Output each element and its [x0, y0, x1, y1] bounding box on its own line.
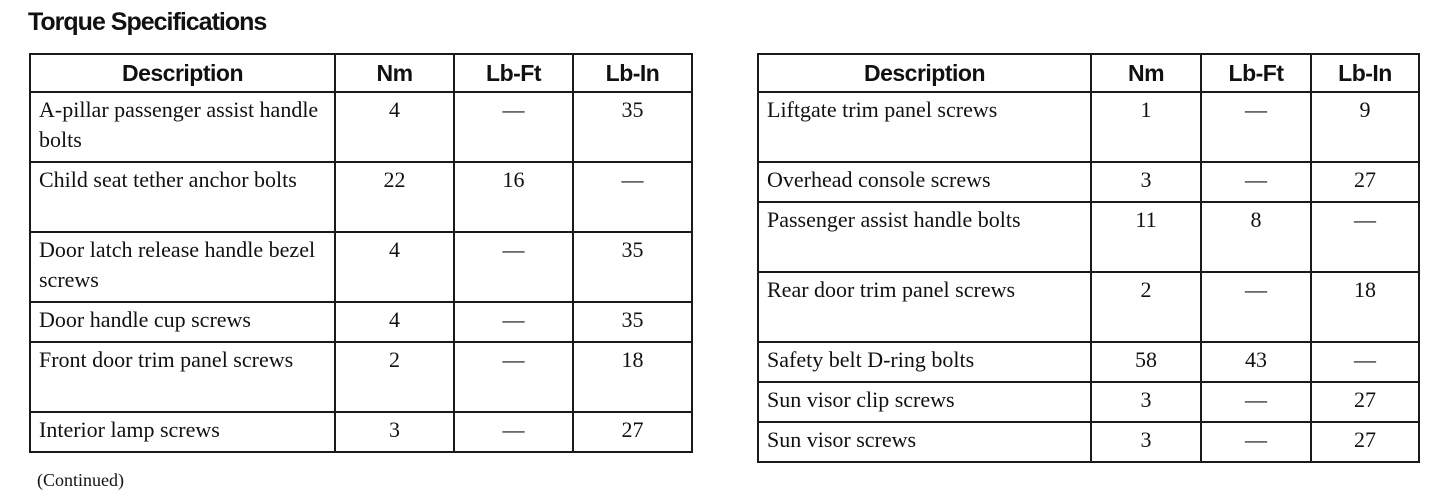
torque-table-left: [29, 53, 693, 453]
lb-in-cell: 18: [1311, 272, 1419, 342]
column-header-lb-ft: Lb-Ft: [454, 54, 573, 92]
nm-cell: 3: [1091, 162, 1201, 202]
lb-in-cell: 35: [573, 302, 692, 342]
lb-in-cell: 27: [1311, 382, 1419, 422]
description-cell: Sun visor clip screws: [758, 382, 1091, 422]
lb-ft-cell: —: [1201, 92, 1311, 162]
lb-ft-cell: —: [454, 342, 573, 412]
lb-in-cell: 35: [573, 92, 692, 162]
description-cell: Door latch release handle bezel screws: [30, 232, 335, 302]
table-row: [30, 162, 692, 232]
nm-cell: 3: [1091, 382, 1201, 422]
nm-cell: 2: [335, 342, 454, 412]
table-row: [30, 232, 692, 302]
lb-ft-cell: —: [1201, 422, 1311, 462]
lb-in-cell: 9: [1311, 92, 1419, 162]
lb-ft-cell: —: [454, 302, 573, 342]
description-cell: Sun visor screws: [758, 422, 1091, 462]
lb-in-cell: 27: [573, 412, 692, 452]
description-cell: Passenger assist handle bolts: [758, 202, 1091, 272]
table-row: [758, 162, 1419, 202]
description-cell: Interior lamp screws: [30, 412, 335, 452]
nm-cell: 1: [1091, 92, 1201, 162]
lb-ft-cell: —: [454, 412, 573, 452]
table-row: [30, 92, 692, 162]
lb-ft-cell: —: [454, 232, 573, 302]
lb-in-cell: —: [1311, 342, 1419, 382]
description-cell: A-pillar passenger assist handle bolts: [30, 92, 335, 162]
table-row: [758, 422, 1419, 462]
nm-cell: 4: [335, 302, 454, 342]
table-row: [30, 412, 692, 452]
lb-in-cell: 27: [1311, 162, 1419, 202]
nm-cell: 4: [335, 92, 454, 162]
description-cell: Rear door trim panel screws: [758, 272, 1091, 342]
description-cell: Door handle cup screws: [30, 302, 335, 342]
column-header-nm: Nm: [1091, 54, 1201, 92]
description-cell: Overhead console screws: [758, 162, 1091, 202]
table-row: [758, 382, 1419, 422]
page-title: Torque Specifications: [28, 8, 267, 36]
lb-ft-cell: 43: [1201, 342, 1311, 382]
lb-ft-cell: —: [1201, 162, 1311, 202]
nm-cell: 58: [1091, 342, 1201, 382]
description-cell: Liftgate trim panel screws: [758, 92, 1091, 162]
nm-cell: 22: [335, 162, 454, 232]
continued-note: (Continued): [37, 470, 124, 490]
nm-cell: 3: [1091, 422, 1201, 462]
table-header-row: [30, 54, 692, 92]
nm-cell: 4: [335, 232, 454, 302]
description-cell: Front door trim panel screws: [30, 342, 335, 412]
lb-ft-cell: —: [1201, 272, 1311, 342]
lb-in-cell: 35: [573, 232, 692, 302]
nm-cell: 2: [1091, 272, 1201, 342]
table-header-row: [758, 54, 1419, 92]
lb-ft-cell: 16: [454, 162, 573, 232]
lb-in-cell: 18: [573, 342, 692, 412]
column-header-lb-in: Lb-In: [573, 54, 692, 92]
lb-in-cell: —: [573, 162, 692, 232]
torque-table-right: [757, 53, 1420, 463]
table-row: [758, 342, 1419, 382]
nm-cell: 3: [335, 412, 454, 452]
table-row: [30, 302, 692, 342]
column-header-description: Description: [30, 54, 335, 92]
lb-ft-cell: —: [1201, 382, 1311, 422]
table-row: [30, 342, 692, 412]
column-header-description: Description: [758, 54, 1091, 92]
lb-ft-cell: 8: [1201, 202, 1311, 272]
column-header-lb-in: Lb-In: [1311, 54, 1419, 92]
nm-cell: 11: [1091, 202, 1201, 272]
lb-in-cell: —: [1311, 202, 1419, 272]
table-row: [758, 272, 1419, 342]
column-header-lb-ft: Lb-Ft: [1201, 54, 1311, 92]
description-cell: Safety belt D-ring bolts: [758, 342, 1091, 382]
description-cell: Child seat tether anchor bolts: [30, 162, 335, 232]
lb-ft-cell: —: [454, 92, 573, 162]
table-row: [758, 202, 1419, 272]
lb-in-cell: 27: [1311, 422, 1419, 462]
table-row: [758, 92, 1419, 162]
column-header-nm: Nm: [335, 54, 454, 92]
